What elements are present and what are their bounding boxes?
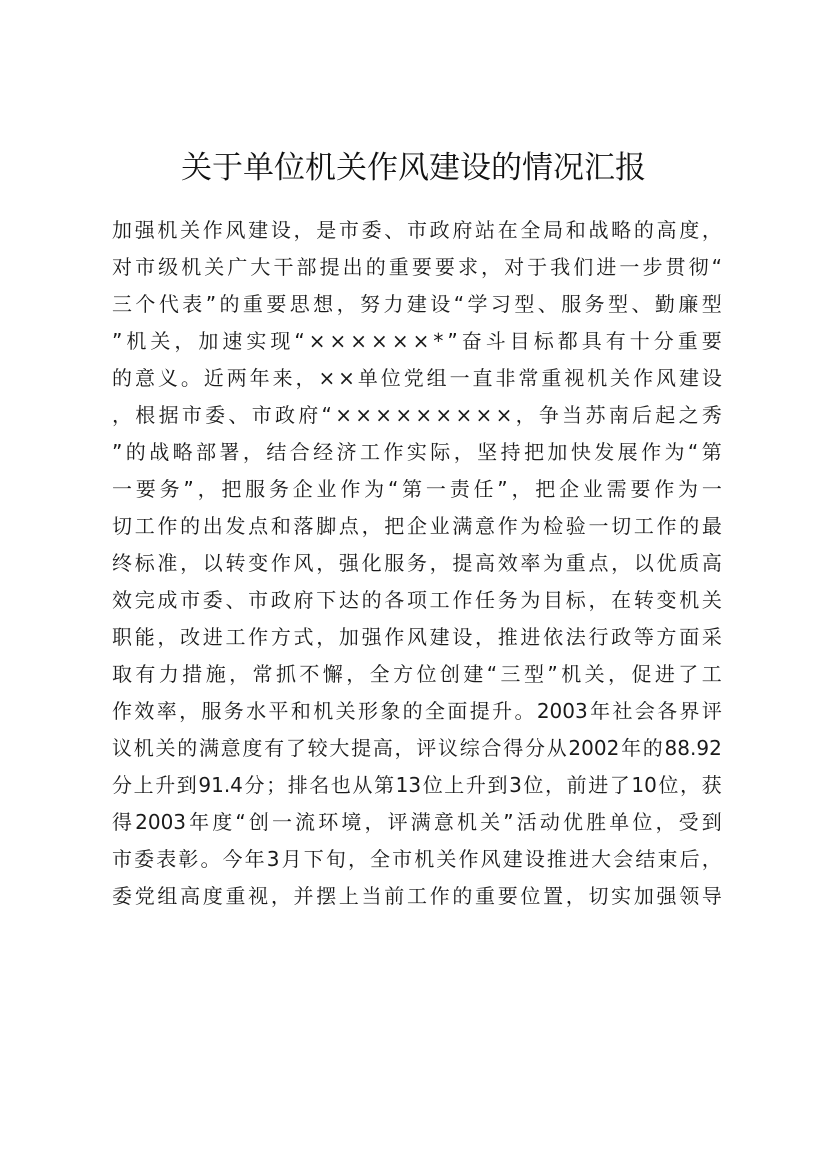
paragraph-line: 一 要 务 ” ， 把 服 务 企 业 作 为 “ 第 一 责 任 ” ， 把 企 业 需 要 作 为 一 [112,477,722,501]
paragraph-line: 作 效 率 ， 服 务 水 平 和 机 关 形 象 的 全 面 提 升 。 2003 年 社 会 各 界 评 [112,699,722,723]
paragraph-line: 的 意 义 。 近 两 年 来 ， × × 单 位 党 组 一 直 非 常 重 视 机 关 作 风 建 设 [112,366,722,390]
paragraph-line: ” 机 关 ， 加 速 实 现 “ × × × × × × * ” 奋 斗 目 标 都 具 有 十 分 重 要 [112,329,722,353]
paragraph-line: 市 委 表 彰 。 今 年 3 月 下 旬 ， 全 市 机 关 作 风 建 设 推 进 大 会 结 束 后 ， [112,847,722,871]
document-body [112,212,722,915]
paragraph-line: 职 能 ， 改 进 工 作 方 式 ， 加 强 作 风 建 设 ， 推 进 依 法 行 政 等 方 面 采 [112,625,722,649]
paragraph-line: ， 根 据 市 委 、 市 政 府 “ × × × × × × × × × ， 争 当 苏 南 后 起 之 秀 [112,403,722,427]
paragraph-line: 加 强 机 关 作 风 建 设 ， 是 市 委 、 市 政 府 站 在 全 局 和 战 略 的 高 度 ， [112,218,722,242]
paragraph-line: ” 的 战 略 部 署 ， 结 合 经 济 工 作 实 际 ， 坚 持 把 加 快 发 展 作 为 “ 第 [112,440,722,464]
paragraph-line: 得 2003 年 度 “ 创 一 流 环 境 ， 评 满 意 机 关 ” 活 动 优 胜 单 位 ， 受 到 [112,810,722,834]
paragraph-line: 终 标 准 ， 以 转 变 作 风 ， 强 化 服 务 ， 提 高 效 率 为 重 点 ， 以 优 质 高 [112,551,722,575]
paragraph-line: 三 个 代 表 ” 的 重 要 思 想 ， 努 力 建 设 “ 学 习 型 、 服 务 型 、 勤 廉 型 [112,292,722,316]
document-title: 关于单位机关作风建设的情况汇报 [181,150,646,186]
paragraph-line: 委 党 组 高 度 重 视 ， 并 摆 上 当 前 工 作 的 重 要 位 置 ， 切 实 加 强 领 导 [112,884,722,908]
paragraph-line: 对 市 级 机 关 广 大 干 部 提 出 的 重 要 要 求 ， 对 于 我 们 进 一 步 贯 彻 “ [112,255,722,279]
paragraph-line: 分 上 升 到 91.4 分 ； 排 名 也 从 第 13 位 上 升 到 3 位 ， 前 进 了 10 位 ， 获 [112,773,722,797]
paragraph-line: 切 工 作 的 出 发 点 和 落 脚 点 ， 把 企 业 满 意 作 为 检 验 一 切 工 作 的 最 [112,514,722,538]
paragraph-line: 取 有 力 措 施 ， 常 抓 不 懈 ， 全 方 位 创 建 “ 三 型 ” 机 关 ， 促 进 了 工 [112,662,722,686]
paragraph-line: 议 机 关 的 满 意 度 有 了 较 大 提 高 ， 评 议 综 合 得 分 从 2002 年 的 88.92 [112,736,722,760]
paragraph-line: 效 完 成 市 委 、 市 政 府 下 达 的 各 项 工 作 任 务 为 目 标 ， 在 转 变 机 关 [112,588,722,612]
